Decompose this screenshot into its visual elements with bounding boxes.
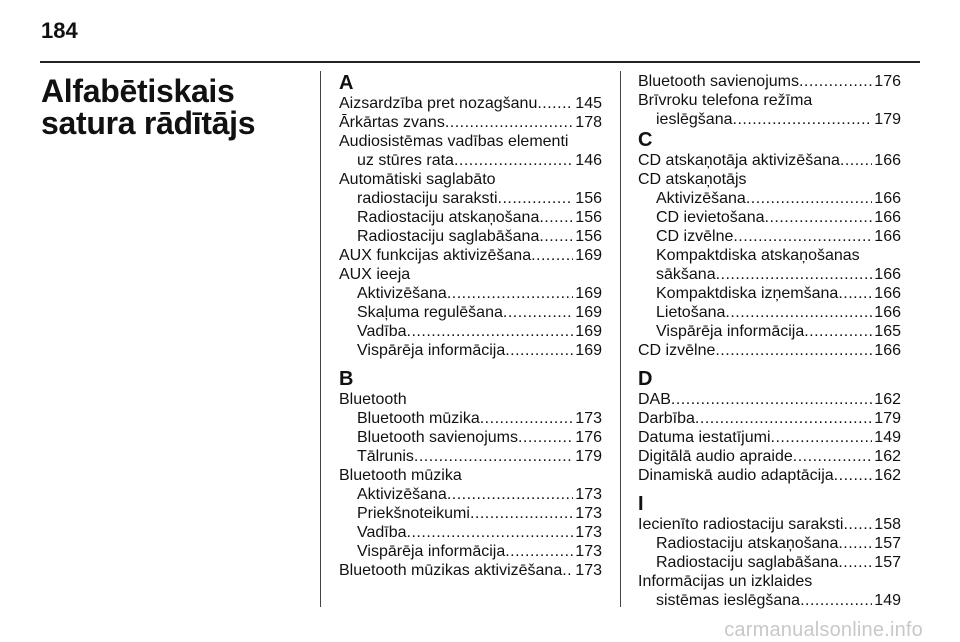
dot-leader: [407, 523, 574, 542]
entry-text: Radiostaciju atskaņošana: [357, 209, 540, 226]
entry-text: Radiostaciju saglabāšana: [656, 554, 839, 571]
index-entry: [339, 246, 602, 265]
dot-leader: [671, 390, 872, 409]
entry-text: Tālrunis: [357, 448, 414, 465]
page-ref: 158: [874, 516, 901, 533]
entry-text: Bluetooth savienojums: [357, 429, 518, 446]
dot-leader: [480, 409, 574, 428]
index-column-2: [638, 72, 901, 610]
entry-text: Kompaktdiska izņemšana: [656, 285, 839, 302]
index-title: Alfabētiskais satura rādītājs: [41, 73, 256, 141]
dot-leader: [498, 189, 574, 208]
index-subentry: [638, 284, 901, 303]
index-entry-heading: Automātiski saglabāto: [339, 171, 496, 188]
index-subentry: [638, 208, 901, 227]
page-ref: 145: [575, 95, 602, 112]
index-entry-heading: Kompaktdiska atskaņošanas: [656, 247, 860, 264]
index-subentry: [638, 227, 901, 246]
index-subentry: [339, 447, 602, 466]
dot-leader: [562, 561, 573, 580]
dot-leader: [695, 409, 872, 428]
dot-leader: [834, 466, 873, 485]
index-subentry: [638, 553, 901, 572]
dot-leader: [838, 284, 872, 303]
index-subentry: [339, 542, 602, 561]
page-ref: 178: [575, 114, 602, 131]
page-ref: 157: [874, 535, 901, 552]
dot-leader: [716, 265, 873, 284]
entry-text: Vispārēja informācija: [656, 323, 805, 340]
dot-leader: [454, 151, 573, 170]
dot-leader: [838, 534, 872, 553]
index-entry: [339, 94, 602, 113]
page-ref: 173: [575, 486, 602, 503]
dot-leader: [765, 208, 873, 227]
page-ref: 173: [575, 505, 602, 522]
entry-text: CD izvēlne: [656, 228, 734, 245]
index-letter-heading: D: [638, 368, 653, 390]
index-subentry: [339, 151, 602, 170]
dot-leader: [505, 542, 573, 561]
entry-text: uz stūres rata: [357, 152, 454, 169]
page-ref: 173: [575, 524, 602, 541]
dot-leader: [840, 151, 872, 170]
dot-leader: [725, 303, 872, 322]
dot-leader: [503, 303, 573, 322]
page-ref: 179: [575, 448, 602, 465]
index-subentry: [339, 485, 602, 504]
entry-text: Bluetooth mūzikas aktivizēšana: [339, 562, 563, 579]
index-entry-heading: Informācijas un izklaides: [638, 573, 813, 590]
entry-text: Aktivizēšana: [357, 285, 447, 302]
index-entry-heading: Brīvroku telefona režīma: [638, 92, 813, 109]
index-entry-heading: Bluetooth mūzika: [339, 467, 462, 484]
entry-text: sākšana: [656, 266, 716, 283]
dot-leader: [771, 428, 873, 447]
index-subentry: [638, 591, 901, 610]
index-entry: [638, 341, 901, 360]
page-ref: 173: [575, 410, 602, 427]
dot-leader: [505, 341, 573, 360]
dot-leader: [733, 110, 873, 129]
entry-text: Vispārēja informācija: [357, 342, 506, 359]
page-ref: 157: [874, 554, 901, 571]
page-ref: 166: [874, 266, 901, 283]
dot-leader: [539, 208, 573, 227]
entry-text: Bluetooth mūzika: [357, 410, 480, 427]
page-ref: 166: [874, 190, 901, 207]
index-subentry: [339, 227, 602, 246]
dot-leader: [447, 485, 573, 504]
index-entry: [638, 515, 901, 534]
entry-text: Iecienīto radiostaciju saraksti: [638, 516, 844, 533]
entry-text: Datuma iestatījumi: [638, 429, 771, 446]
index-entry-heading: CD atskaņotājs: [638, 171, 747, 188]
dot-leader: [531, 246, 573, 265]
index-entry: [638, 151, 901, 170]
dot-leader: [414, 447, 573, 466]
page-ref: 146: [575, 152, 602, 169]
entry-text: CD izvēlne: [638, 342, 716, 359]
page-ref: 179: [874, 111, 901, 128]
dot-leader: [715, 341, 872, 360]
entry-text: ieslēgšana: [656, 111, 733, 128]
index-subentry: [638, 534, 901, 553]
dot-leader: [793, 447, 873, 466]
entry-text: CD ievietošana: [656, 209, 765, 226]
entry-text: Aktivizēšana: [656, 190, 746, 207]
entry-text: Vadība: [357, 524, 407, 541]
index-subentry: [339, 523, 602, 542]
dot-leader: [746, 189, 872, 208]
index-entry: [638, 447, 901, 466]
entry-text: Ārkārtas zvans: [339, 114, 445, 131]
entry-text: AUX funkcijas aktivizēšana: [339, 247, 532, 264]
index-subentry: [339, 284, 602, 303]
index-subentry: [339, 341, 602, 360]
index-subentry: [638, 322, 901, 341]
index-subentry: [638, 303, 901, 322]
index-entry: [638, 409, 901, 428]
entry-text: Dinamiskā audio adaptācija: [638, 467, 834, 484]
index-entry: [638, 390, 901, 409]
page-ref: 165: [874, 323, 901, 340]
page-ref: 166: [874, 342, 901, 359]
page-ref: 166: [874, 228, 901, 245]
page-ref: 149: [874, 592, 901, 609]
dot-leader: [518, 428, 573, 447]
index-subentry: [339, 322, 602, 341]
dot-leader: [800, 591, 872, 610]
entry-text: Darbība: [638, 410, 695, 427]
dot-leader: [843, 515, 872, 534]
page-ref: 169: [575, 285, 602, 302]
page-ref: 169: [575, 304, 602, 321]
page-ref: 169: [575, 342, 602, 359]
index-entry: [638, 72, 901, 91]
page-ref: 162: [874, 448, 901, 465]
page-ref: 166: [874, 209, 901, 226]
page-ref: 173: [575, 543, 602, 560]
index-subentry: [638, 265, 901, 284]
entry-text: CD atskaņotāja aktivizēšana: [638, 152, 840, 169]
dot-leader: [407, 322, 574, 341]
dot-leader: [733, 227, 872, 246]
entry-text: Skaļuma regulēšana: [357, 304, 503, 321]
index-column-1: [339, 72, 602, 580]
page-ref: 169: [575, 247, 602, 264]
header-rule: [40, 61, 920, 63]
watermark: carmanualsonline.info: [724, 619, 923, 641]
index-subentry: [339, 409, 602, 428]
index-subentry: [638, 110, 901, 129]
page-ref: 162: [874, 391, 901, 408]
entry-text: Vispārēja informācija: [357, 543, 506, 560]
page-ref: 169: [575, 323, 602, 340]
entry-text: DAB: [638, 391, 671, 408]
entry-text: Lietošana: [656, 304, 726, 321]
page-number: 184: [41, 18, 78, 43]
index-entry-heading: Audiosistēmas vadības elementi: [339, 133, 569, 150]
entry-text: Aizsardzība pret nozagšanu: [339, 95, 538, 112]
page-ref: 156: [575, 209, 602, 226]
dot-leader: [539, 227, 573, 246]
entry-text: Digitālā audio apraide: [638, 448, 793, 465]
index-entry: [339, 113, 602, 132]
page-ref: 176: [575, 429, 602, 446]
index-letter-heading: I: [638, 493, 644, 515]
index-subentry: [339, 208, 602, 227]
page-ref: 166: [874, 152, 901, 169]
index-letter-heading: B: [339, 368, 354, 390]
dot-leader: [445, 113, 573, 132]
column-divider-1: [320, 71, 321, 607]
page-ref: 162: [874, 467, 901, 484]
index-letter-heading: C: [638, 129, 653, 151]
index-entry: [638, 428, 901, 447]
index-letter-heading: A: [339, 72, 354, 94]
entry-text: Aktivizēšana: [357, 486, 447, 503]
index-subentry: [638, 189, 901, 208]
page-ref: 179: [874, 410, 901, 427]
column-divider-2: [620, 71, 621, 607]
dot-leader: [470, 504, 573, 523]
entry-text: Radiostaciju atskaņošana: [656, 535, 839, 552]
index-subentry: [339, 428, 602, 447]
index-subentry: [339, 189, 602, 208]
index-entry-heading: AUX ieeja: [339, 266, 411, 283]
page-ref: 166: [874, 304, 901, 321]
entry-text: Priekšnoteikumi: [357, 505, 470, 522]
index-entry: [638, 466, 901, 485]
entry-text: sistēmas ieslēgšana: [656, 592, 801, 609]
dot-leader: [799, 72, 872, 91]
page-ref: 156: [575, 190, 602, 207]
page-ref: 173: [575, 562, 602, 579]
entry-text: Vadība: [357, 323, 407, 340]
dot-leader: [804, 322, 872, 341]
entry-text: Bluetooth savienojums: [638, 73, 799, 90]
page-ref: 156: [575, 228, 602, 245]
dot-leader: [447, 284, 573, 303]
page-ref: 149: [874, 429, 901, 446]
page-ref: 176: [874, 73, 901, 90]
dot-leader: [838, 553, 872, 572]
index-subentry: [339, 303, 602, 322]
dot-leader: [537, 94, 573, 113]
entry-text: Radiostaciju saglabāšana: [357, 228, 540, 245]
index-entry-heading: Bluetooth: [339, 391, 407, 408]
index-subentry: [339, 504, 602, 523]
page-ref: 166: [874, 285, 901, 302]
index-entry: [339, 561, 602, 580]
entry-text: radiostaciju saraksti: [357, 190, 498, 207]
